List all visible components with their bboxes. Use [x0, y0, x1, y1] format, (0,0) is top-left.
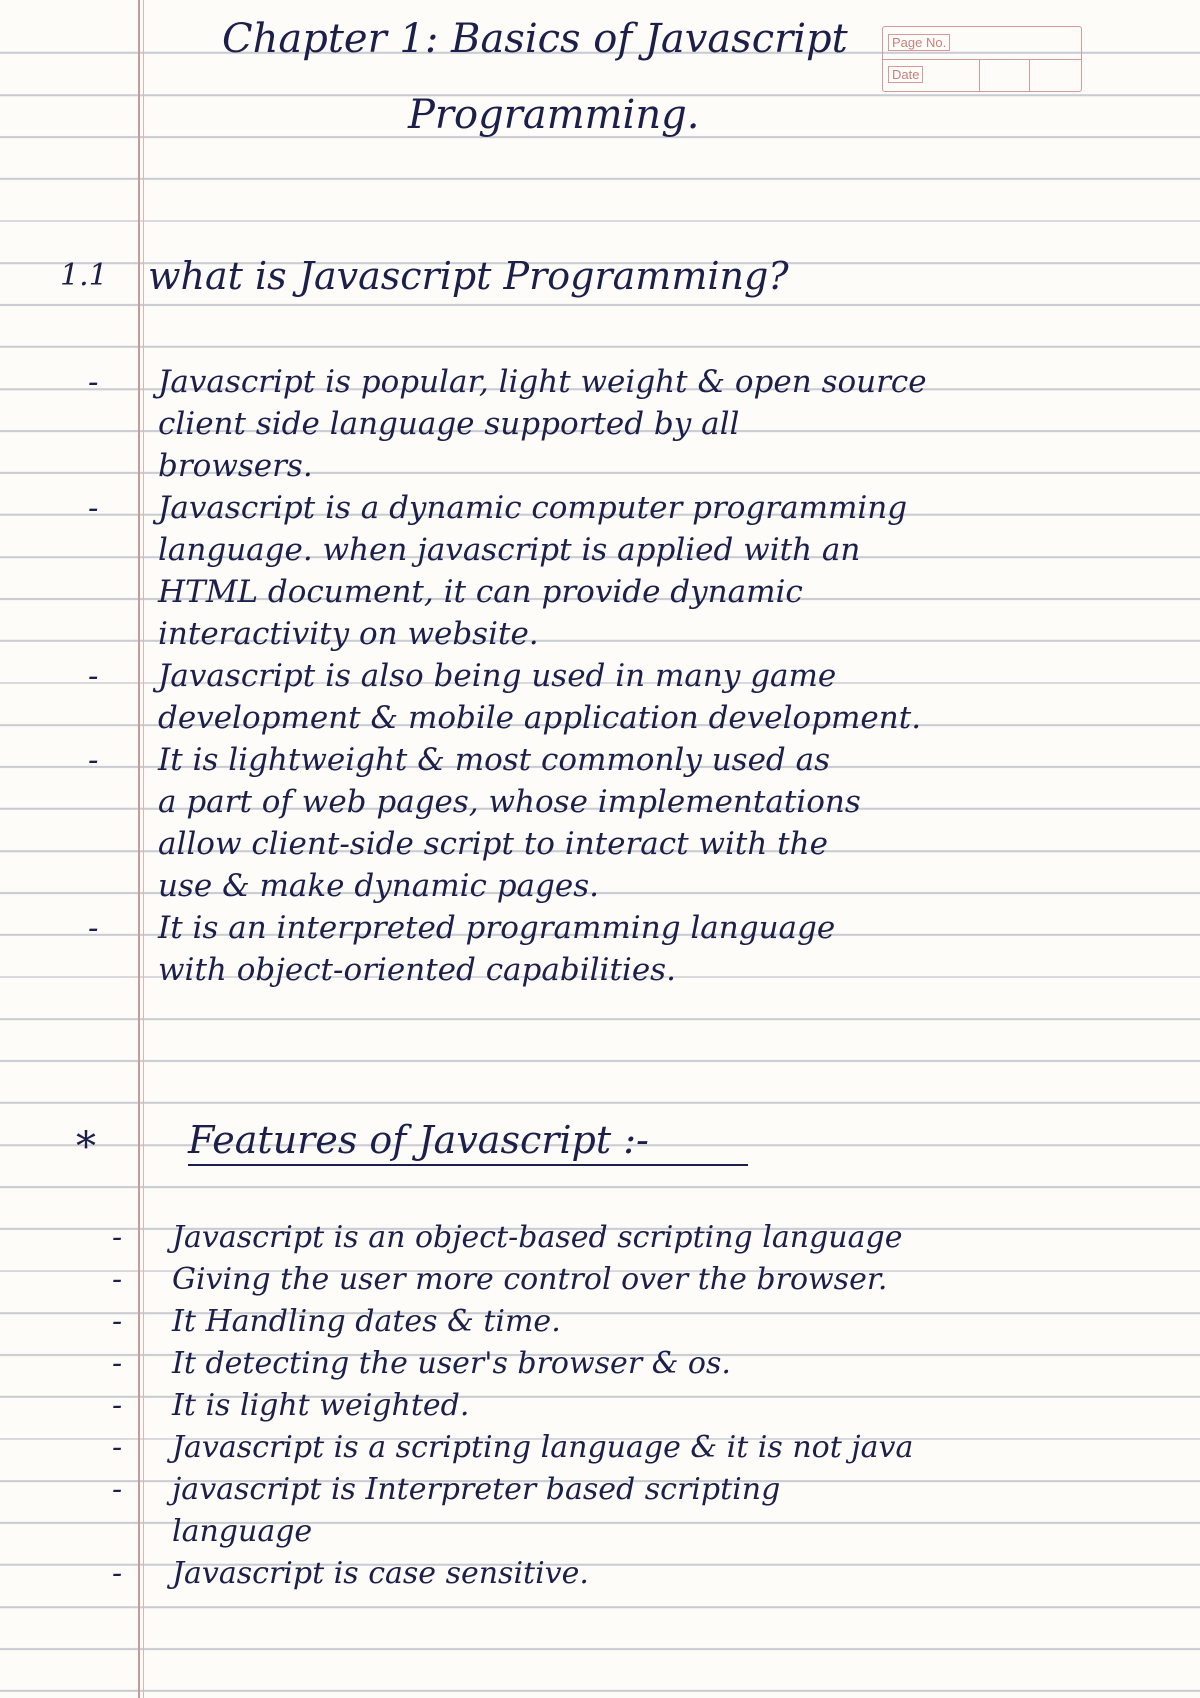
- intro-bullet-text-line: client side language supported by all: [158, 406, 740, 442]
- feature-bullet-dash: -: [112, 1220, 123, 1255]
- page-number-row: [883, 27, 1081, 60]
- date-label: Date: [888, 66, 923, 83]
- intro-bullet-text-line: interactivity on website.: [158, 616, 539, 652]
- intro-bullet-text-line: It is lightweight & most commonly used as: [158, 742, 831, 778]
- feature-bullet-text-line: javascript is Interpreter based scripting: [172, 1472, 781, 1507]
- feature-bullet-text-line: Javascript is case sensitive.: [172, 1556, 589, 1591]
- features-heading-underline: [188, 1164, 748, 1166]
- section-number: 1.1: [60, 258, 108, 293]
- feature-bullet-dash: -: [112, 1304, 123, 1339]
- page-number-label: Page No.: [888, 34, 950, 51]
- date-cell-divider: [979, 59, 980, 91]
- intro-bullet-text-line: Javascript is also being used in many game: [158, 658, 837, 694]
- date-row: [883, 59, 1081, 91]
- feature-bullet-dash: -: [112, 1346, 123, 1381]
- margin-line: [138, 0, 140, 1698]
- intro-bullet-text-line: browsers.: [158, 448, 313, 484]
- intro-bullet-text-line: development & mobile application development.: [158, 700, 922, 736]
- feature-bullet-dash: -: [112, 1472, 123, 1507]
- feature-bullet-text-line: Giving the user more control over the browser.: [172, 1262, 888, 1297]
- intro-bullet-text-line: use & make dynamic pages.: [158, 868, 599, 904]
- intro-bullet-text-line: Javascript is a dynamic computer programming: [158, 490, 908, 526]
- margin-line-inner: [143, 0, 144, 1698]
- intro-bullet-text-line: It is an interpreted programming language: [158, 910, 836, 946]
- features-heading: Features of Javascript :-: [188, 1118, 649, 1162]
- feature-bullet-text-line: It detecting the user's browser & os.: [172, 1346, 731, 1381]
- feature-bullet-text-line: It Handling dates & time.: [172, 1304, 561, 1339]
- feature-bullet-dash: -: [112, 1262, 123, 1297]
- date-cell-divider: [1029, 59, 1030, 91]
- feature-bullet-text-line: Javascript is a scripting language & it is not java: [172, 1430, 914, 1465]
- intro-bullet-text-line: allow client-side script to interact with the: [158, 826, 828, 862]
- intro-bullet-text-line: HTML document, it can provide dynamic: [158, 574, 803, 610]
- intro-bullet-dash: -: [88, 742, 99, 778]
- intro-bullet-text-line: with object-oriented capabilities.: [158, 952, 676, 988]
- intro-bullet-text-line: language. when javascript is applied with an: [158, 532, 861, 568]
- intro-bullet-dash: -: [88, 490, 99, 526]
- chapter-title-continued: Programming.: [408, 92, 700, 138]
- intro-bullet-text-line: Javascript is popular, light weight & open source: [158, 364, 927, 400]
- section-heading: what is Javascript Programming?: [148, 254, 789, 298]
- intro-bullet-text-line: a part of web pages, whose implementations: [158, 784, 861, 820]
- feature-bullet-text-line: language: [172, 1514, 313, 1549]
- intro-bullet-dash: -: [88, 910, 99, 946]
- page-number-date-box: [882, 26, 1082, 92]
- star-marker: *: [76, 1124, 96, 1170]
- feature-bullet-dash: -: [112, 1556, 123, 1591]
- feature-bullet-dash: -: [112, 1430, 123, 1465]
- intro-bullet-dash: -: [88, 658, 99, 694]
- intro-bullet-dash: -: [88, 364, 99, 400]
- feature-bullet-dash: -: [112, 1388, 123, 1423]
- feature-bullet-text-line: It is light weighted.: [172, 1388, 470, 1423]
- chapter-title: Chapter 1: Basics of Javascript: [222, 16, 848, 62]
- feature-bullet-text-line: Javascript is an object-based scripting language: [172, 1220, 903, 1255]
